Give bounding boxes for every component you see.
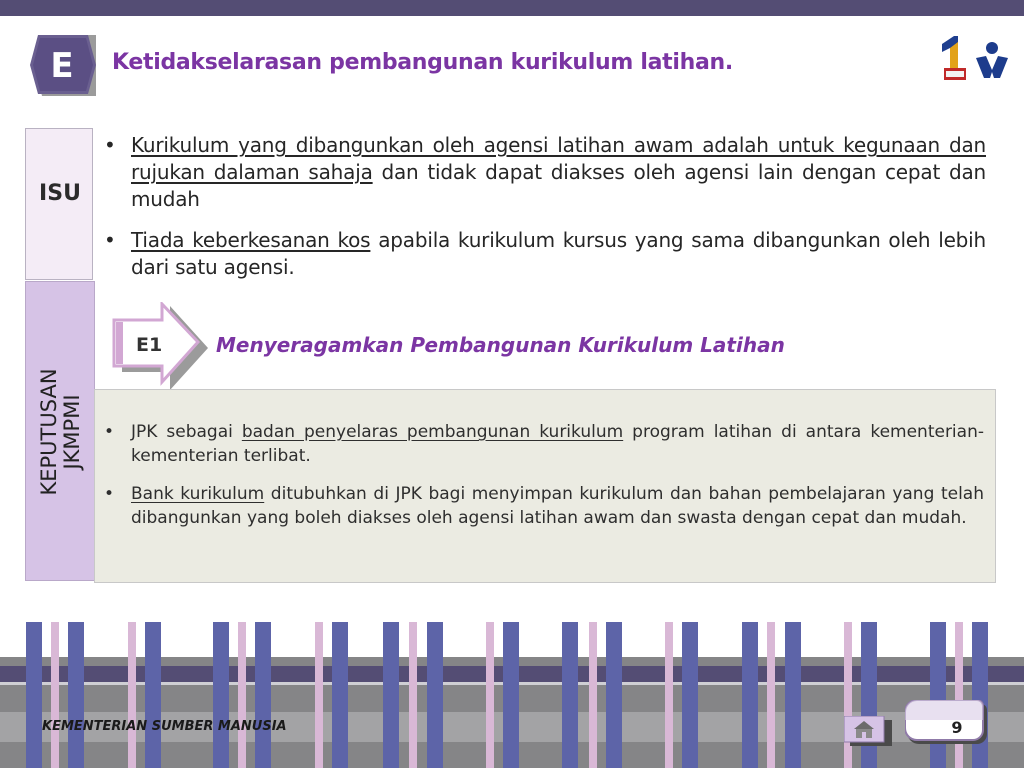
ministry-logo (974, 40, 1010, 80)
footer-stripe (26, 622, 42, 768)
footer-stripe (562, 622, 578, 768)
footer-stripe (213, 622, 229, 768)
keputusan-label-line-2: JKMPMI (60, 394, 84, 470)
e1-title: Menyeragamkan Pembangunan Kurikulum Latihan (216, 333, 785, 357)
keputusan-label-box (25, 281, 95, 581)
footer-stripe (682, 622, 698, 768)
isu-bullet-1-text: dan tidak dapat diakses oleh agensi lain dengan cepat dan mudah (131, 160, 986, 211)
footer-stripe (427, 622, 443, 768)
isu-bullet-list (104, 132, 986, 295)
footer-stripe (589, 622, 597, 768)
isu-bullet-2 (104, 227, 986, 281)
footer-stripe (332, 622, 348, 768)
one-malaysia-logo (938, 34, 968, 82)
footer-stripe (238, 622, 246, 768)
footer-stripe (930, 622, 946, 768)
footer-stripe (51, 622, 59, 768)
keputusan-label-line-1: KEPUTUSAN (37, 368, 61, 496)
footer-stripe (767, 622, 775, 768)
footer-stripe (742, 622, 758, 768)
keputusan-label (38, 368, 84, 495)
footer-stripe (972, 622, 988, 768)
footer-stripe (861, 622, 877, 768)
keputusan-bullet-1 (104, 420, 984, 468)
isu-label: ISU (39, 181, 81, 206)
footer-ministry-name: KEMENTERIAN SUMBER MANUSIA (42, 719, 287, 734)
isu-bullet-2-text: apabila kurikulum kursus yang sama dibangunkan oleh lebih dari satu agensi. (131, 228, 986, 279)
keputusan-bullet-2-text: ditubuhkan di JPK bagi menyimpan kurikulum dan bahan pembelajaran yang telah dibangunkan yang boleh diakses oleh agensi latihan awam dan swasta dengan cepat dan mudah. (131, 484, 984, 528)
home-button[interactable] (844, 716, 892, 746)
footer-stripe (785, 622, 801, 768)
keputusan-bullet-1-pre: JPK sebagai (131, 422, 242, 442)
isu-bullet-1 (104, 132, 986, 213)
section-badge (26, 34, 96, 96)
footer-stripe (68, 622, 84, 768)
isu-bullet-1-underlined: Kurikulum yang dibangunkan oleh agensi latihan awam adalah untuk kegunaan dan rujukan dalaman sahaja (131, 133, 986, 184)
page-number: 9 (951, 718, 963, 737)
footer-stripe (145, 622, 161, 768)
footer-stripe (503, 622, 519, 768)
footer-stripe (844, 622, 852, 768)
keputusan-bullet-2 (104, 482, 984, 530)
footer-stripe (315, 622, 323, 768)
isu-bullet-2-underlined: Tiada keberkesanan kos (131, 228, 371, 252)
keputusan-bullet-2-underlined: Bank kurikulum (131, 484, 265, 504)
keputusan-bullet-1-text: program latihan di antara kementerian-kementerian terlibat. (131, 422, 984, 466)
keputusan-bullet-list (104, 420, 984, 544)
footer-stripe (383, 622, 399, 768)
footer-stripe (255, 622, 271, 768)
footer-stripe (409, 622, 417, 768)
keputusan-bullet-1-underlined: badan penyelaras pembangunan kurikulum (241, 422, 624, 442)
isu-label-box (25, 128, 93, 280)
section-badge-letter: E (50, 46, 74, 86)
e1-label: E1 (136, 334, 163, 356)
footer-stripe (486, 622, 494, 768)
top-bar (0, 0, 1024, 16)
footer-stripe (955, 622, 963, 768)
footer-stripe (606, 622, 622, 768)
footer-stripe (665, 622, 673, 768)
page-title: Ketidakselarasan pembangunan kurikulum latihan. (112, 50, 733, 75)
footer-stripe (128, 622, 136, 768)
